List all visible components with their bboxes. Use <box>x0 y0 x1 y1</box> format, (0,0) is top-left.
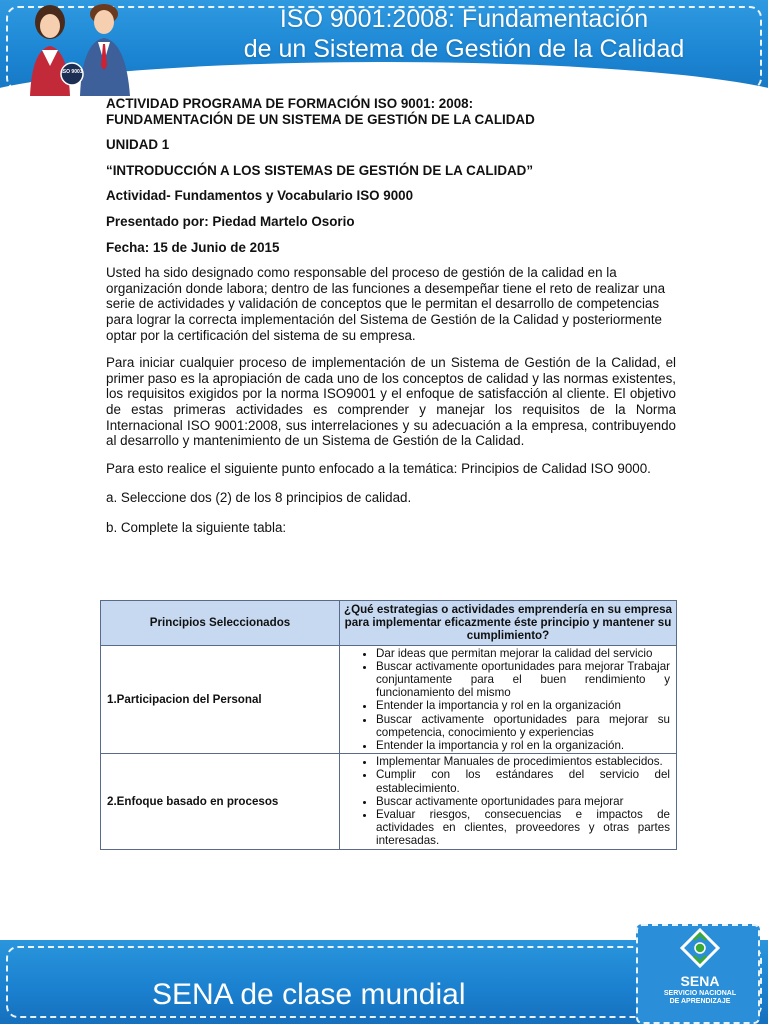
strategies-list <box>350 647 670 753</box>
document-body <box>106 96 676 535</box>
banner-title-line2: de un Sistema de Gestión de la Calidad <box>243 35 685 63</box>
table-header-strategies: ¿Qué estrategias o actividades emprendería en su empresa para implementar eficazmente éste principio y mantener su cumplimiento? <box>340 601 677 646</box>
footer-slogan: SENA de clase mundial <box>152 978 466 1011</box>
list-item: • Evaluar riesgos, consecuencias e impactos de actividades en clientes, proveedores y otras partes interesadas. <box>376 808 670 848</box>
sena-logo-sub-line2: DE APRENDIZAJE <box>669 998 731 1005</box>
table-row <box>101 754 677 849</box>
list-item: • Buscar activamente oportunidades para mejorar Trabajar conjuntamente para el buen rendimiento y funcionamiento del mismo <box>376 660 670 700</box>
document-heading-line2: FUNDAMENTACIÓN DE UN SISTEMA DE GESTIÓN DE LA CALIDAD <box>106 111 535 127</box>
sena-logo-sub-line1: SERVICIO NACIONAL <box>663 990 737 997</box>
header-banner <box>0 0 768 96</box>
activity-label: Actividad- Fundamentos y Vocabulario ISO 9000 <box>106 188 414 204</box>
presented-by: Presentado por: Piedad Martelo Osorio <box>106 213 355 229</box>
paragraph-objective: Para iniciar cualquier proceso de implementación de un Sistema de Gestión de la Calidad, el primer paso es la apropiación de cada uno de los conceptos de calidad y las normas existentes, los requisitos exigidos por la norma ISO9001 y el enfoque de satisfacción al cliente. El objetivo de estas primeras actividades es comprender y manejar los requisitos de la Norma Internacional ISO 9001:2008, sus interrelaciones y su adecuación a la empresa, contribuyendo al desarrollo y mantenimiento de un Sistema de Gestión de la Calidad. <box>106 355 676 449</box>
list-item: • Dar ideas que permitan mejorar la calidad del servicio <box>376 647 670 660</box>
strategies-cell <box>340 645 677 754</box>
list-item: • Buscar activamente oportunidades para mejorar <box>376 795 670 808</box>
table-row <box>101 645 677 754</box>
sena-logo-subtitle <box>638 990 762 1006</box>
list-item: • Entender la importancia y rol en la organización <box>376 699 670 712</box>
banner-title <box>200 4 728 64</box>
list-item: • Entender la importancia y rol en la organización. <box>376 739 670 752</box>
people-illustration <box>8 0 148 96</box>
list-item: • Implementar Manuales de procedimientos establecidos. <box>376 755 670 768</box>
sena-logo-name: SENA <box>680 973 720 989</box>
document-date: Fecha: 15 de Junio de 2015 <box>106 239 280 255</box>
strategies-list <box>350 755 670 847</box>
table-header-principles: Principios Seleccionados <box>101 601 340 646</box>
document-heading-line1: ACTIVIDAD PROGRAMA DE FORMACIÓN ISO 9001: 2008: <box>106 96 474 111</box>
document-subtitle: “INTRODUCCIÓN A LOS SISTEMAS DE GESTIÓN DE LA CALIDAD” <box>106 162 534 178</box>
sena-logo <box>636 924 760 1024</box>
sena-emblem-icon <box>638 926 762 976</box>
principle-cell: 2.Enfoque basado en procesos <box>101 754 340 849</box>
strategies-cell <box>340 754 677 849</box>
item-a: a. Seleccione dos (2) de los 8 principios de calidad. <box>106 490 412 506</box>
item-b: b. Complete la siguiente tabla: <box>106 519 287 535</box>
paragraph-intro: Usted ha sido designado como responsable del proceso de gestión de la calidad en la organización donde labora; dentro de las funciones a desempeñar tiene el reto de realizar una serie de actividades y validación de conceptos que le permitan el desarrollo de competencias para lograr la correcta implementación del Sistema de Gestión de la Calidad y posteriormente optar por la certificación del sistema de su empresa. <box>106 265 666 343</box>
list-item: • Cumplir con los estándares del servicio del establecimiento. <box>376 768 670 794</box>
list-item: • Buscar activamente oportunidades para mejorar su competencia, conocimiento y experiencias <box>376 713 670 739</box>
table-header-row <box>101 601 677 646</box>
paragraph-instruction: Para esto realice el siguiente punto enfocado a la temática: Principios de Calidad ISO 9000. <box>106 460 651 476</box>
banner-title-line1: ISO 9001:2008: Fundamentación <box>279 5 649 33</box>
iso-badge-text: ISO 9001 <box>61 69 83 75</box>
unit-label: UNIDAD 1 <box>106 137 170 153</box>
principle-cell: 1.Participacion del Personal <box>101 645 340 754</box>
principles-table <box>100 600 677 850</box>
